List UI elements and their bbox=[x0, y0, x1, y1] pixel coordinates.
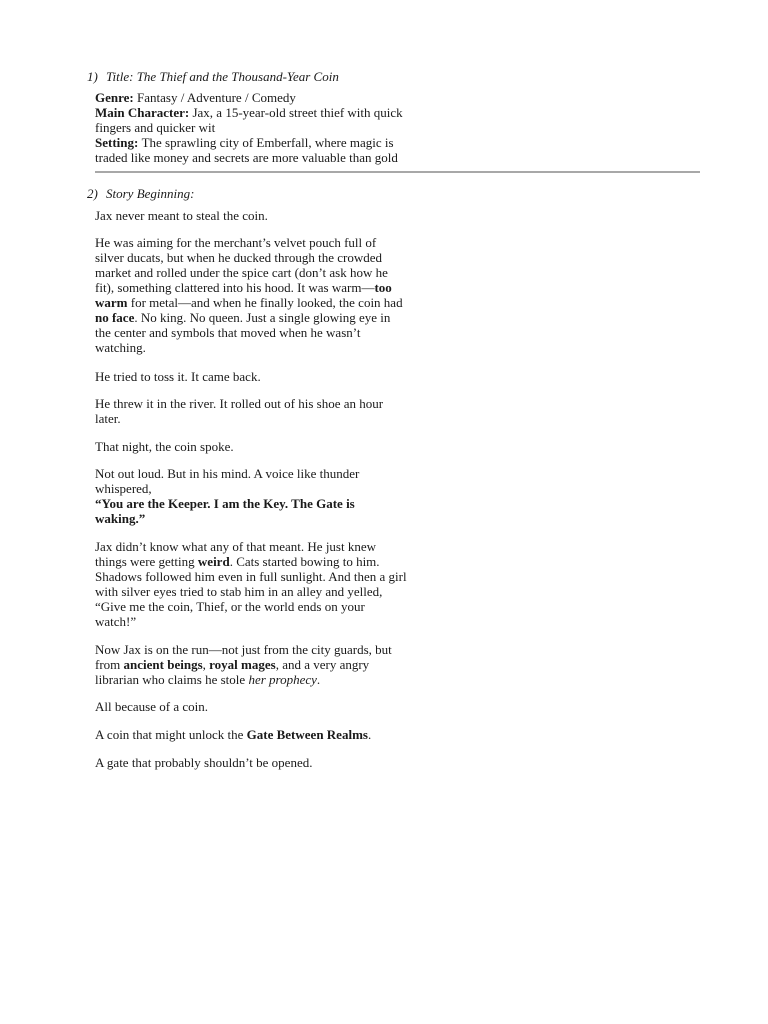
horizontal-divider bbox=[95, 171, 700, 173]
text-line bbox=[95, 411, 415, 426]
bold-text: no face bbox=[95, 310, 135, 325]
text: . Cats started bowing to him. bbox=[229, 554, 380, 569]
text: “Give me the coin, Thief, or the world ends on your bbox=[95, 599, 365, 614]
bold-text: Genre: bbox=[95, 90, 137, 105]
section-2-title: Story Beginning: bbox=[106, 186, 195, 201]
text-line bbox=[95, 396, 415, 411]
text-line bbox=[95, 569, 415, 584]
text-line bbox=[95, 265, 415, 280]
bold-text: waking.” bbox=[95, 511, 146, 526]
bold-text: too bbox=[374, 280, 392, 295]
text: traded like money and secrets are more valuable than gold bbox=[95, 150, 398, 165]
text-line bbox=[95, 325, 415, 340]
bold-text: weird bbox=[197, 554, 230, 569]
bold-text: ancient beings bbox=[123, 657, 203, 672]
text: things were getting bbox=[95, 554, 198, 569]
bold-text: royal mages bbox=[209, 657, 276, 672]
text: watch!” bbox=[95, 614, 137, 629]
text: All because of a coin. bbox=[95, 699, 208, 714]
story-paragraph bbox=[95, 727, 415, 742]
text: . No king. No queen. Just a single glowing eye in bbox=[134, 310, 391, 325]
story-paragraph bbox=[95, 208, 415, 223]
story-paragraph bbox=[95, 396, 415, 426]
text: A coin that might unlock the bbox=[95, 727, 247, 742]
text: He threw it in the river. It rolled out of his shoe an hour bbox=[95, 396, 384, 411]
story-paragraph bbox=[95, 755, 415, 770]
detail-item bbox=[95, 135, 415, 165]
section-2-heading bbox=[87, 186, 194, 201]
text: , and a very angry bbox=[275, 657, 370, 672]
text-line bbox=[95, 310, 415, 325]
text: librarian who claims he stole bbox=[95, 672, 249, 687]
detail-item bbox=[95, 105, 415, 135]
text: fingers and quicker wit bbox=[95, 120, 216, 135]
text: Not out loud. But in his mind. A voice like thunder bbox=[95, 466, 360, 481]
story-paragraph bbox=[95, 439, 415, 454]
text-line bbox=[95, 295, 415, 310]
italic-text: her prophecy bbox=[248, 672, 317, 687]
text-line bbox=[95, 496, 415, 511]
story-paragraph bbox=[95, 699, 415, 714]
story-paragraph bbox=[95, 466, 415, 526]
text-line bbox=[95, 511, 415, 526]
text: That night, the coin spoke. bbox=[95, 439, 234, 454]
text-line bbox=[95, 657, 415, 672]
section-1-heading bbox=[87, 69, 339, 84]
text: A gate that probably shouldn’t be opened. bbox=[95, 755, 313, 770]
section-1-number: 1) bbox=[87, 69, 98, 84]
text: Now Jax is on the run—not just from the city guards, but bbox=[95, 642, 392, 657]
text: He tried to toss it. It came back. bbox=[95, 369, 261, 384]
text-line bbox=[95, 150, 415, 165]
text-line bbox=[95, 208, 415, 223]
text: . bbox=[316, 672, 321, 687]
text: silver ducats, but when he ducked through the crowded bbox=[95, 250, 383, 265]
text: with silver eyes tried to stab him in an alley and yelled, bbox=[95, 584, 383, 599]
text: , bbox=[202, 657, 210, 672]
text-line bbox=[95, 250, 415, 265]
text-line bbox=[95, 439, 415, 454]
text-line bbox=[95, 135, 415, 150]
bold-text: “You are the Keeper. I am the Key. The Gate is bbox=[95, 496, 355, 511]
text: He was aiming for the merchant’s velvet pouch full of bbox=[95, 235, 377, 250]
text: for metal—and when he finally looked, the coin had bbox=[127, 295, 403, 310]
text: fit), something clattered into his hood. It was warm— bbox=[95, 280, 375, 295]
text-line bbox=[95, 614, 415, 629]
text-line bbox=[95, 481, 415, 496]
bold-text: Gate Between Realms bbox=[246, 727, 368, 742]
text: later. bbox=[95, 411, 121, 426]
text: market and rolled under the spice cart (don’t ask how he bbox=[95, 265, 388, 280]
text: Fantasy / Adventure / Comedy bbox=[137, 90, 296, 105]
text: The sprawling city of Emberfall, where magic is bbox=[141, 135, 394, 150]
text-line bbox=[95, 599, 415, 614]
text: watching. bbox=[95, 340, 146, 355]
text-line bbox=[95, 105, 415, 120]
text-line bbox=[95, 340, 415, 355]
text-line bbox=[95, 672, 415, 687]
text-line bbox=[95, 280, 415, 295]
text: Jax, a 15-year-old street thief with quick bbox=[192, 105, 403, 120]
text-line bbox=[95, 699, 415, 714]
bold-text: warm bbox=[95, 295, 128, 310]
text-line bbox=[95, 539, 415, 554]
text-line bbox=[95, 90, 415, 105]
section-2-number: 2) bbox=[87, 186, 98, 201]
text-line bbox=[95, 369, 415, 384]
text-line bbox=[95, 755, 415, 770]
story-paragraph bbox=[95, 235, 415, 355]
bold-text: Setting: bbox=[95, 135, 142, 150]
text: from bbox=[95, 657, 124, 672]
story-paragraph bbox=[95, 369, 415, 384]
text: Jax never meant to steal the coin. bbox=[95, 208, 268, 223]
text: whispered, bbox=[95, 481, 152, 496]
text: the center and symbols that moved when he wasn’t bbox=[95, 325, 361, 340]
story-paragraph bbox=[95, 539, 415, 629]
text-line bbox=[95, 642, 415, 657]
text-line bbox=[95, 554, 415, 569]
text-line bbox=[95, 466, 415, 481]
text-line bbox=[95, 120, 415, 135]
text: Jax didn’t know what any of that meant. He just knew bbox=[95, 539, 377, 554]
text-line bbox=[95, 584, 415, 599]
bold-text: Main Character: bbox=[95, 105, 193, 120]
text: Shadows followed him even in full sunlight. And then a girl bbox=[95, 569, 407, 584]
story-paragraph bbox=[95, 642, 415, 687]
detail-item bbox=[95, 90, 415, 105]
text-line bbox=[95, 727, 415, 742]
text: . bbox=[367, 727, 372, 742]
text-line bbox=[95, 235, 415, 250]
story-title: Title: The Thief and the Thousand-Year Coin bbox=[106, 69, 339, 84]
